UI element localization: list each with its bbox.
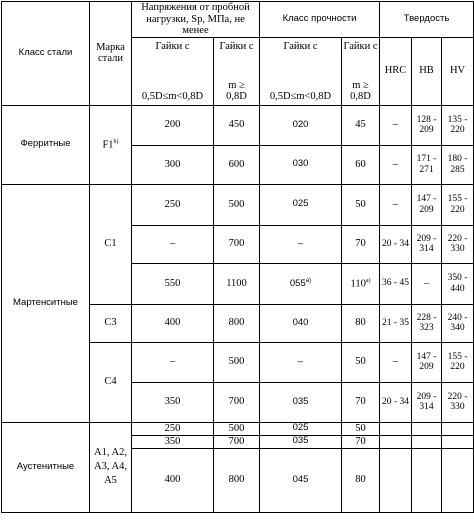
- cell: 450: [214, 105, 260, 145]
- group-martensitic: Мартенситные: [2, 184, 90, 422]
- steel-nut-properties-table: [1, 1, 474, 513]
- header-hrc: HRC: [380, 37, 412, 105]
- cell: 128 - 209: [412, 105, 442, 145]
- cell: 60: [342, 145, 380, 184]
- cell: 700: [214, 382, 260, 422]
- grade-f1: F1$^{b)}$: [90, 105, 132, 184]
- cell: 171 - 271: [412, 145, 442, 184]
- cell: 70: [342, 225, 380, 263]
- grade-c4: C4: [90, 342, 132, 422]
- cell: –: [260, 342, 342, 382]
- cell: 055$^{a)}$: [260, 263, 342, 304]
- grade-a: A1, A2, A3, A4, A5: [90, 422, 132, 512]
- group-austenitic: Аустенитные: [2, 422, 90, 512]
- cell: 21 - 35: [380, 304, 412, 342]
- cell: 350: [132, 382, 214, 422]
- header-strength-class: Класс прочности: [260, 2, 380, 38]
- cell: 50: [342, 342, 380, 382]
- cell: 400: [132, 304, 214, 342]
- cell: 1100: [214, 263, 260, 304]
- cell: 250: [132, 184, 214, 225]
- cell: 240 - 340: [442, 304, 474, 342]
- cell: 040: [260, 304, 342, 342]
- cell: 500: [214, 422, 260, 435]
- cell: [380, 435, 412, 448]
- cell: 700: [214, 225, 260, 263]
- cell: 70: [342, 382, 380, 422]
- cell: –: [260, 225, 342, 263]
- cell: 035: [260, 382, 342, 422]
- cell: [380, 448, 412, 512]
- cell: 300: [132, 145, 214, 184]
- cell: 209 - 314: [412, 382, 442, 422]
- header-class-nuts-low: Гайки с 0,5D≤m<0,8D: [260, 37, 342, 105]
- table-row: [2, 422, 474, 435]
- header-hv: HV: [442, 37, 474, 105]
- cell: 700: [214, 435, 260, 448]
- header-grade: Марка стали: [90, 2, 132, 106]
- cell: 135 - 220: [442, 105, 474, 145]
- cell: 600: [214, 145, 260, 184]
- cell: 147 - 209: [412, 342, 442, 382]
- cell: 220 - 330: [442, 225, 474, 263]
- header-nuts-low: Гайки с 0,5D≤m<0,8D: [132, 37, 214, 105]
- cell: 250: [132, 422, 214, 435]
- cell: 025: [260, 422, 342, 435]
- cell: –: [412, 263, 442, 304]
- cell: 155 - 220: [442, 184, 474, 225]
- cell: 147 - 209: [412, 184, 442, 225]
- cell: 350: [132, 435, 214, 448]
- cell: 030: [260, 145, 342, 184]
- header-class-nuts-high: Гайки с m ≥ 0,8D: [342, 37, 380, 105]
- header-hb: HB: [412, 37, 442, 105]
- cell: 800: [214, 304, 260, 342]
- cell: 209 - 314: [412, 225, 442, 263]
- cell: 228 - 323: [412, 304, 442, 342]
- grade-c3: C3: [90, 304, 132, 342]
- cell: 400: [132, 448, 214, 512]
- cell: 045: [260, 448, 342, 512]
- cell: 36 - 45: [380, 263, 412, 304]
- cell: 035: [260, 435, 342, 448]
- cell: 500: [214, 342, 260, 382]
- cell: 220 - 330: [442, 382, 474, 422]
- cell: [442, 448, 474, 512]
- cell: 350 - 440: [442, 263, 474, 304]
- cell: [412, 448, 442, 512]
- table-row: [2, 105, 474, 145]
- cell: 500: [214, 184, 260, 225]
- grade-c1: C1: [90, 184, 132, 304]
- cell: 110$^{a)}$: [342, 263, 380, 304]
- header-steel-class: Класс стали: [2, 2, 90, 106]
- header-hardness: Твердость: [380, 2, 474, 38]
- cell: 550: [132, 263, 214, 304]
- cell: [442, 435, 474, 448]
- cell: –: [380, 105, 412, 145]
- cell: [442, 422, 474, 435]
- cell: 80: [342, 448, 380, 512]
- cell: –: [380, 145, 412, 184]
- cell: 50: [342, 422, 380, 435]
- cell: 80: [342, 304, 380, 342]
- cell: –: [380, 184, 412, 225]
- table-row: [2, 184, 474, 225]
- cell: 020: [260, 105, 342, 145]
- cell: 45: [342, 105, 380, 145]
- cell: –: [132, 225, 214, 263]
- cell: 180 - 285: [442, 145, 474, 184]
- cell: 50: [342, 184, 380, 225]
- cell: [412, 435, 442, 448]
- cell: 70: [342, 435, 380, 448]
- cell: 800: [214, 448, 260, 512]
- cell: –: [132, 342, 214, 382]
- group-ferritic: Ферритные: [2, 105, 90, 184]
- cell: [412, 422, 442, 435]
- cell: [380, 422, 412, 435]
- cell: 025: [260, 184, 342, 225]
- cell: –: [380, 342, 412, 382]
- header-proof-stress: Напряжения от пробной нагрузки, Sp, МПа, не менее: [132, 2, 260, 38]
- cell: 20 - 34: [380, 225, 412, 263]
- cell: 155 - 220: [442, 342, 474, 382]
- cell: 200: [132, 105, 214, 145]
- header-nuts-high: Гайки с m ≥ 0,8D: [214, 37, 260, 105]
- cell: 20 - 34: [380, 382, 412, 422]
